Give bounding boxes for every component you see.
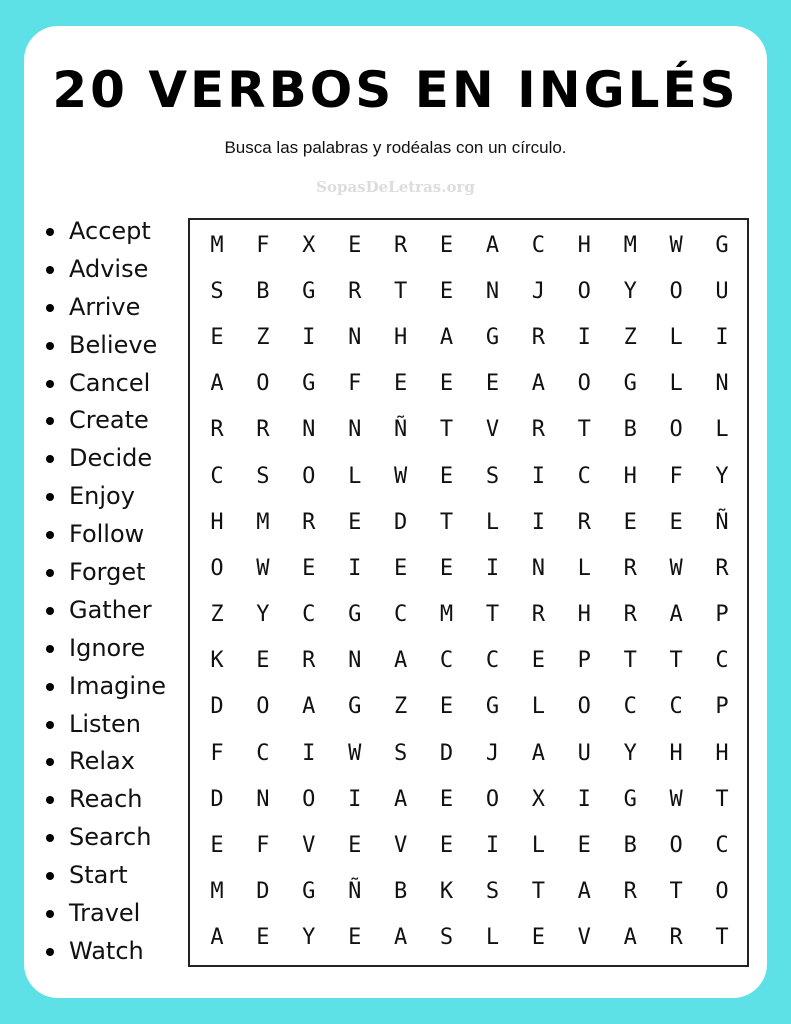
- grid-cell[interactable]: G: [302, 879, 316, 905]
- bullet-icon: [46, 569, 54, 577]
- grid-cell[interactable]: D: [256, 879, 270, 905]
- grid-cell[interactable]: V: [302, 833, 316, 859]
- bullet-icon: [46, 531, 54, 539]
- word-list-item: [44, 288, 166, 326]
- grid-cell[interactable]: E: [348, 833, 362, 859]
- grid-cell[interactable]: T: [715, 786, 729, 812]
- bullet-icon: [46, 948, 54, 956]
- bullet-icon: [46, 758, 54, 766]
- bullet-icon: [46, 304, 54, 312]
- grid-cell[interactable]: A: [531, 371, 545, 397]
- word-list-item: [44, 515, 166, 553]
- word-list-item: [44, 401, 166, 439]
- grid-cell[interactable]: R: [348, 278, 362, 304]
- grid-cell[interactable]: O: [485, 786, 500, 812]
- bullet-icon: [46, 721, 54, 729]
- grid-cell[interactable]: O: [302, 463, 316, 489]
- grid-cell[interactable]: W: [669, 232, 683, 258]
- grid-cell[interactable]: J: [485, 740, 500, 766]
- grid-cell[interactable]: R: [715, 555, 729, 581]
- grid-cell[interactable]: N: [348, 417, 362, 443]
- grid-cell[interactable]: O: [210, 555, 224, 581]
- grid-cell[interactable]: E: [439, 232, 454, 258]
- grid-cell[interactable]: F: [256, 232, 270, 258]
- word-list-item: [44, 818, 166, 856]
- grid-cell[interactable]: E: [393, 371, 408, 397]
- grid-cell[interactable]: E: [210, 324, 224, 350]
- word-label: Believe: [69, 330, 158, 359]
- grid-cell[interactable]: H: [577, 602, 591, 628]
- grid-cell[interactable]: M: [210, 232, 224, 258]
- grid-cell[interactable]: L: [348, 463, 362, 489]
- grid-cell[interactable]: E: [439, 786, 454, 812]
- word-label: Start: [69, 861, 128, 890]
- word-label: Search: [69, 823, 152, 852]
- grid-cell[interactable]: C: [715, 833, 729, 859]
- grid-cell[interactable]: W: [348, 740, 362, 766]
- grid-cell[interactable]: X: [302, 232, 316, 258]
- grid-cell[interactable]: O: [256, 694, 270, 720]
- word-label: Relax: [69, 747, 135, 776]
- grid-cell[interactable]: E: [577, 833, 591, 859]
- grid-cell[interactable]: F: [669, 463, 683, 489]
- grid-cell[interactable]: C: [393, 602, 408, 628]
- grid-cell[interactable]: E: [531, 925, 545, 951]
- word-list-item: [44, 894, 166, 932]
- grid-cell[interactable]: Z: [210, 602, 224, 628]
- word-label: Decide: [69, 444, 153, 473]
- grid-cell[interactable]: O: [256, 371, 270, 397]
- grid-cell[interactable]: N: [348, 324, 362, 350]
- grid-cell[interactable]: W: [256, 555, 270, 581]
- grid-cell[interactable]: L: [485, 509, 500, 535]
- grid-cell[interactable]: W: [669, 786, 683, 812]
- grid-cell[interactable]: M: [623, 232, 637, 258]
- bullet-icon: [46, 380, 54, 388]
- grid-cell[interactable]: M: [256, 509, 270, 535]
- grid-cell[interactable]: G: [715, 232, 729, 258]
- word-label: Create: [69, 406, 149, 435]
- grid-cell[interactable]: V: [393, 833, 408, 859]
- grid-cell[interactable]: S: [256, 463, 270, 489]
- grid-cell[interactable]: N: [531, 555, 545, 581]
- grid-cell[interactable]: E: [348, 925, 362, 951]
- grid-cell[interactable]: B: [256, 278, 270, 304]
- word-list-item: [44, 553, 166, 591]
- grid-cell[interactable]: R: [623, 602, 637, 628]
- grid-cell[interactable]: I: [531, 509, 545, 535]
- grid-cell[interactable]: S: [439, 925, 454, 951]
- grid-cell[interactable]: O: [577, 694, 591, 720]
- grid-cell[interactable]: I: [715, 324, 729, 350]
- word-list-item: [44, 364, 166, 402]
- grid-cell[interactable]: N: [302, 417, 316, 443]
- grid-cell[interactable]: P: [715, 694, 729, 720]
- grid-cell[interactable]: S: [210, 278, 224, 304]
- word-label: Ignore: [69, 633, 146, 662]
- grid-cell[interactable]: E: [302, 555, 316, 581]
- grid-cell[interactable]: E: [439, 463, 454, 489]
- grid-cell[interactable]: X: [531, 786, 545, 812]
- word-list-item: [44, 477, 166, 515]
- word-list: [44, 212, 166, 970]
- bullet-icon: [46, 342, 54, 350]
- bullet-icon: [46, 607, 54, 615]
- grid-cell[interactable]: A: [393, 925, 408, 951]
- bullet-icon: [46, 455, 54, 463]
- grid-cell[interactable]: Ñ: [715, 509, 729, 535]
- grid-cell[interactable]: C: [623, 694, 637, 720]
- grid-cell[interactable]: E: [348, 509, 362, 535]
- grid-cell[interactable]: D: [210, 786, 224, 812]
- grid-cell[interactable]: T: [623, 648, 637, 674]
- grid-cell[interactable]: R: [531, 602, 545, 628]
- grid-cell[interactable]: C: [577, 463, 591, 489]
- grid-cell[interactable]: W: [669, 555, 683, 581]
- grid-cell[interactable]: N: [485, 278, 500, 304]
- grid-cell[interactable]: I: [302, 740, 316, 766]
- word-label: Listen: [69, 709, 141, 738]
- grid-cell[interactable]: C: [210, 463, 224, 489]
- grid-cell[interactable]: G: [348, 602, 362, 628]
- grid-cell[interactable]: Y: [256, 602, 270, 628]
- grid-cell[interactable]: E: [393, 555, 408, 581]
- grid-cell[interactable]: Z: [623, 324, 637, 350]
- word-list-item: [44, 705, 166, 743]
- grid-cell[interactable]: C: [531, 232, 545, 258]
- grid-cell[interactable]: I: [485, 555, 500, 581]
- word-list-item: [44, 250, 166, 288]
- word-label: Watch: [69, 936, 144, 965]
- bullet-icon: [46, 645, 54, 653]
- grid-cell[interactable]: I: [485, 833, 500, 859]
- grid-cell[interactable]: T: [439, 509, 454, 535]
- grid-cell[interactable]: A: [393, 786, 408, 812]
- word-label: Reach: [69, 785, 143, 814]
- word-list-item: [44, 742, 166, 780]
- grid-cell[interactable]: L: [531, 833, 545, 859]
- bullet-icon: [46, 228, 54, 236]
- grid-cell[interactable]: I: [348, 555, 362, 581]
- watermark-text: SopasDeLetras.org: [316, 178, 475, 196]
- grid-cell[interactable]: A: [439, 324, 454, 350]
- grid-cell[interactable]: T: [531, 879, 545, 905]
- grid-cell[interactable]: A: [577, 879, 591, 905]
- grid-cell[interactable]: R: [577, 509, 591, 535]
- grid-cell[interactable]: C: [256, 740, 270, 766]
- grid-cell[interactable]: S: [485, 463, 500, 489]
- grid-cell[interactable]: R: [623, 555, 637, 581]
- grid-cell[interactable]: F: [256, 833, 270, 859]
- word-list-item: [44, 439, 166, 477]
- word-list-item: [44, 629, 166, 667]
- grid-cell[interactable]: G: [623, 371, 637, 397]
- grid-cell[interactable]: Ñ: [393, 417, 408, 443]
- word-label: Enjoy: [69, 482, 135, 511]
- grid-cell[interactable]: H: [669, 740, 683, 766]
- grid-cell[interactable]: E: [485, 371, 500, 397]
- word-label: Travel: [69, 899, 141, 928]
- grid-cell[interactable]: G: [485, 694, 500, 720]
- bullet-icon: [46, 796, 54, 804]
- grid-cell[interactable]: N: [348, 648, 362, 674]
- grid-cell[interactable]: P: [715, 602, 729, 628]
- grid-cell[interactable]: C: [302, 602, 316, 628]
- grid-cell[interactable]: A: [623, 925, 637, 951]
- grid-cell[interactable]: I: [531, 463, 545, 489]
- grid-cell[interactable]: O: [669, 833, 683, 859]
- grid-cell[interactable]: E: [623, 509, 637, 535]
- grid-cell[interactable]: Y: [302, 925, 316, 951]
- grid-cell[interactable]: F: [210, 740, 224, 766]
- word-list-item: [44, 780, 166, 818]
- bullet-icon: [46, 910, 54, 918]
- grid-cell[interactable]: O: [577, 278, 591, 304]
- bullet-icon: [46, 683, 54, 691]
- grid-cell[interactable]: A: [531, 740, 545, 766]
- word-label: Forget: [69, 558, 146, 587]
- grid-cell[interactable]: G: [302, 278, 316, 304]
- grid-cell[interactable]: O: [669, 417, 683, 443]
- grid-cell[interactable]: Z: [393, 694, 408, 720]
- grid-cell[interactable]: G: [302, 371, 316, 397]
- grid-cell[interactable]: L: [715, 417, 729, 443]
- grid-cell[interactable]: P: [577, 648, 591, 674]
- bullet-icon: [46, 493, 54, 501]
- grid-cell[interactable]: H: [715, 740, 729, 766]
- word-label: Cancel: [69, 368, 151, 397]
- grid-cell[interactable]: E: [531, 648, 545, 674]
- grid-cell[interactable]: L: [669, 371, 683, 397]
- grid-cell[interactable]: R: [256, 417, 270, 443]
- grid-cell[interactable]: H: [577, 232, 591, 258]
- grid-cell[interactable]: R: [531, 417, 545, 443]
- grid-cell[interactable]: D: [210, 694, 224, 720]
- bullet-icon: [46, 417, 54, 425]
- grid-cell[interactable]: M: [210, 879, 224, 905]
- grid-cell[interactable]: O: [715, 879, 729, 905]
- page-title: 20 VERBOS EN INGLÉS: [52, 61, 739, 119]
- grid-cell[interactable]: A: [485, 232, 500, 258]
- word-list-item: [44, 667, 166, 705]
- grid-cell[interactable]: C: [669, 694, 683, 720]
- word-label: Arrive: [69, 292, 141, 321]
- grid-cell[interactable]: R: [302, 509, 316, 535]
- grid-cell[interactable]: R: [393, 232, 408, 258]
- grid-cell[interactable]: E: [669, 509, 683, 535]
- grid-cell[interactable]: E: [210, 833, 224, 859]
- grid-cell[interactable]: N: [256, 786, 270, 812]
- grid-cell[interactable]: Y: [623, 740, 637, 766]
- grid-cell[interactable]: Ñ: [348, 879, 362, 905]
- grid-cell[interactable]: A: [669, 602, 683, 628]
- grid-cell[interactable]: S: [393, 740, 408, 766]
- grid-cell[interactable]: A: [302, 694, 316, 720]
- grid-cell[interactable]: O: [302, 786, 316, 812]
- word-label: Gather: [69, 595, 152, 624]
- grid-cell[interactable]: D: [393, 509, 408, 535]
- grid-cell[interactable]: H: [623, 463, 637, 489]
- grid-cell[interactable]: B: [623, 833, 637, 859]
- grid-cell[interactable]: C: [715, 648, 729, 674]
- grid-cell[interactable]: R: [210, 417, 224, 443]
- grid-cell[interactable]: O: [577, 371, 591, 397]
- grid-cell[interactable]: E: [348, 232, 362, 258]
- word-list-item: [44, 212, 166, 250]
- grid-cell[interactable]: C: [485, 648, 500, 674]
- word-label: Imagine: [69, 671, 167, 700]
- grid-cell[interactable]: G: [485, 324, 500, 350]
- grid-cell[interactable]: R: [669, 925, 683, 951]
- bullet-icon: [46, 266, 54, 274]
- grid-cell[interactable]: R: [302, 648, 316, 674]
- grid-cell[interactable]: T: [715, 925, 729, 951]
- grid-cell[interactable]: J: [531, 278, 545, 304]
- grid-cell[interactable]: A: [393, 648, 408, 674]
- grid-cell[interactable]: Y: [715, 463, 729, 489]
- grid-cell[interactable]: E: [439, 371, 454, 397]
- grid-cell[interactable]: E: [439, 694, 454, 720]
- grid-cell[interactable]: K: [439, 879, 454, 905]
- letter-grid: [188, 218, 749, 967]
- grid-cell[interactable]: V: [577, 925, 591, 951]
- bullet-icon: [46, 834, 54, 842]
- grid-cell[interactable]: M: [439, 602, 454, 628]
- grid-cell[interactable]: I: [577, 324, 591, 350]
- grid-cell[interactable]: I: [348, 786, 362, 812]
- grid-cell[interactable]: S: [485, 879, 500, 905]
- word-list-item: [44, 932, 166, 970]
- grid-cell[interactable]: T: [393, 278, 408, 304]
- grid-cell[interactable]: T: [577, 417, 591, 443]
- word-label: Follow: [69, 520, 145, 549]
- grid-cell[interactable]: V: [485, 417, 500, 443]
- grid-cell[interactable]: R: [623, 879, 637, 905]
- grid-cell[interactable]: T: [485, 602, 500, 628]
- grid-cell[interactable]: L: [531, 694, 545, 720]
- grid-cell[interactable]: U: [577, 740, 591, 766]
- grid-cell[interactable]: R: [531, 324, 545, 350]
- grid-cell[interactable]: I: [577, 786, 591, 812]
- grid-cell[interactable]: H: [393, 324, 408, 350]
- grid-cell[interactable]: W: [393, 463, 408, 489]
- grid-cell[interactable]: L: [577, 555, 591, 581]
- grid-cell[interactable]: B: [393, 879, 408, 905]
- grid-cell[interactable]: E: [256, 925, 270, 951]
- word-list-item: [44, 326, 166, 364]
- grid-cell[interactable]: D: [439, 740, 454, 766]
- word-label: Accept: [69, 217, 151, 245]
- grid-cell[interactable]: E: [439, 833, 454, 859]
- bullet-icon: [46, 872, 54, 880]
- grid-cell[interactable]: E: [439, 555, 454, 581]
- word-label: Advise: [69, 254, 149, 283]
- grid-cell[interactable]: L: [485, 925, 500, 951]
- grid-cell[interactable]: A: [210, 925, 224, 951]
- grid-cell[interactable]: T: [669, 879, 683, 905]
- grid-cell[interactable]: O: [669, 278, 683, 304]
- grid-cell[interactable]: A: [210, 371, 224, 397]
- grid-cell[interactable]: G: [348, 694, 362, 720]
- grid-cell[interactable]: F: [348, 371, 362, 397]
- grid-cell[interactable]: T: [439, 417, 454, 443]
- grid-cell[interactable]: E: [439, 278, 454, 304]
- grid-cell[interactable]: B: [623, 417, 637, 443]
- grid-cell[interactable]: Z: [256, 324, 270, 350]
- grid-cell[interactable]: K: [210, 648, 224, 674]
- instructions-text: Busca las palabras y rodéalas con un círculo.: [224, 138, 567, 157]
- word-list-item: [44, 591, 166, 629]
- grid-cell[interactable]: H: [210, 509, 224, 535]
- grid-cell[interactable]: T: [669, 648, 683, 674]
- grid-cell[interactable]: L: [669, 324, 683, 350]
- grid-cell[interactable]: E: [256, 648, 270, 674]
- word-list-item: [44, 856, 166, 894]
- grid-cell[interactable]: Y: [623, 278, 637, 304]
- grid-cell[interactable]: C: [439, 648, 454, 674]
- grid-cell[interactable]: N: [715, 371, 729, 397]
- grid-cell[interactable]: I: [302, 324, 316, 350]
- grid-cell[interactable]: G: [623, 786, 637, 812]
- grid-cell[interactable]: U: [715, 278, 729, 304]
